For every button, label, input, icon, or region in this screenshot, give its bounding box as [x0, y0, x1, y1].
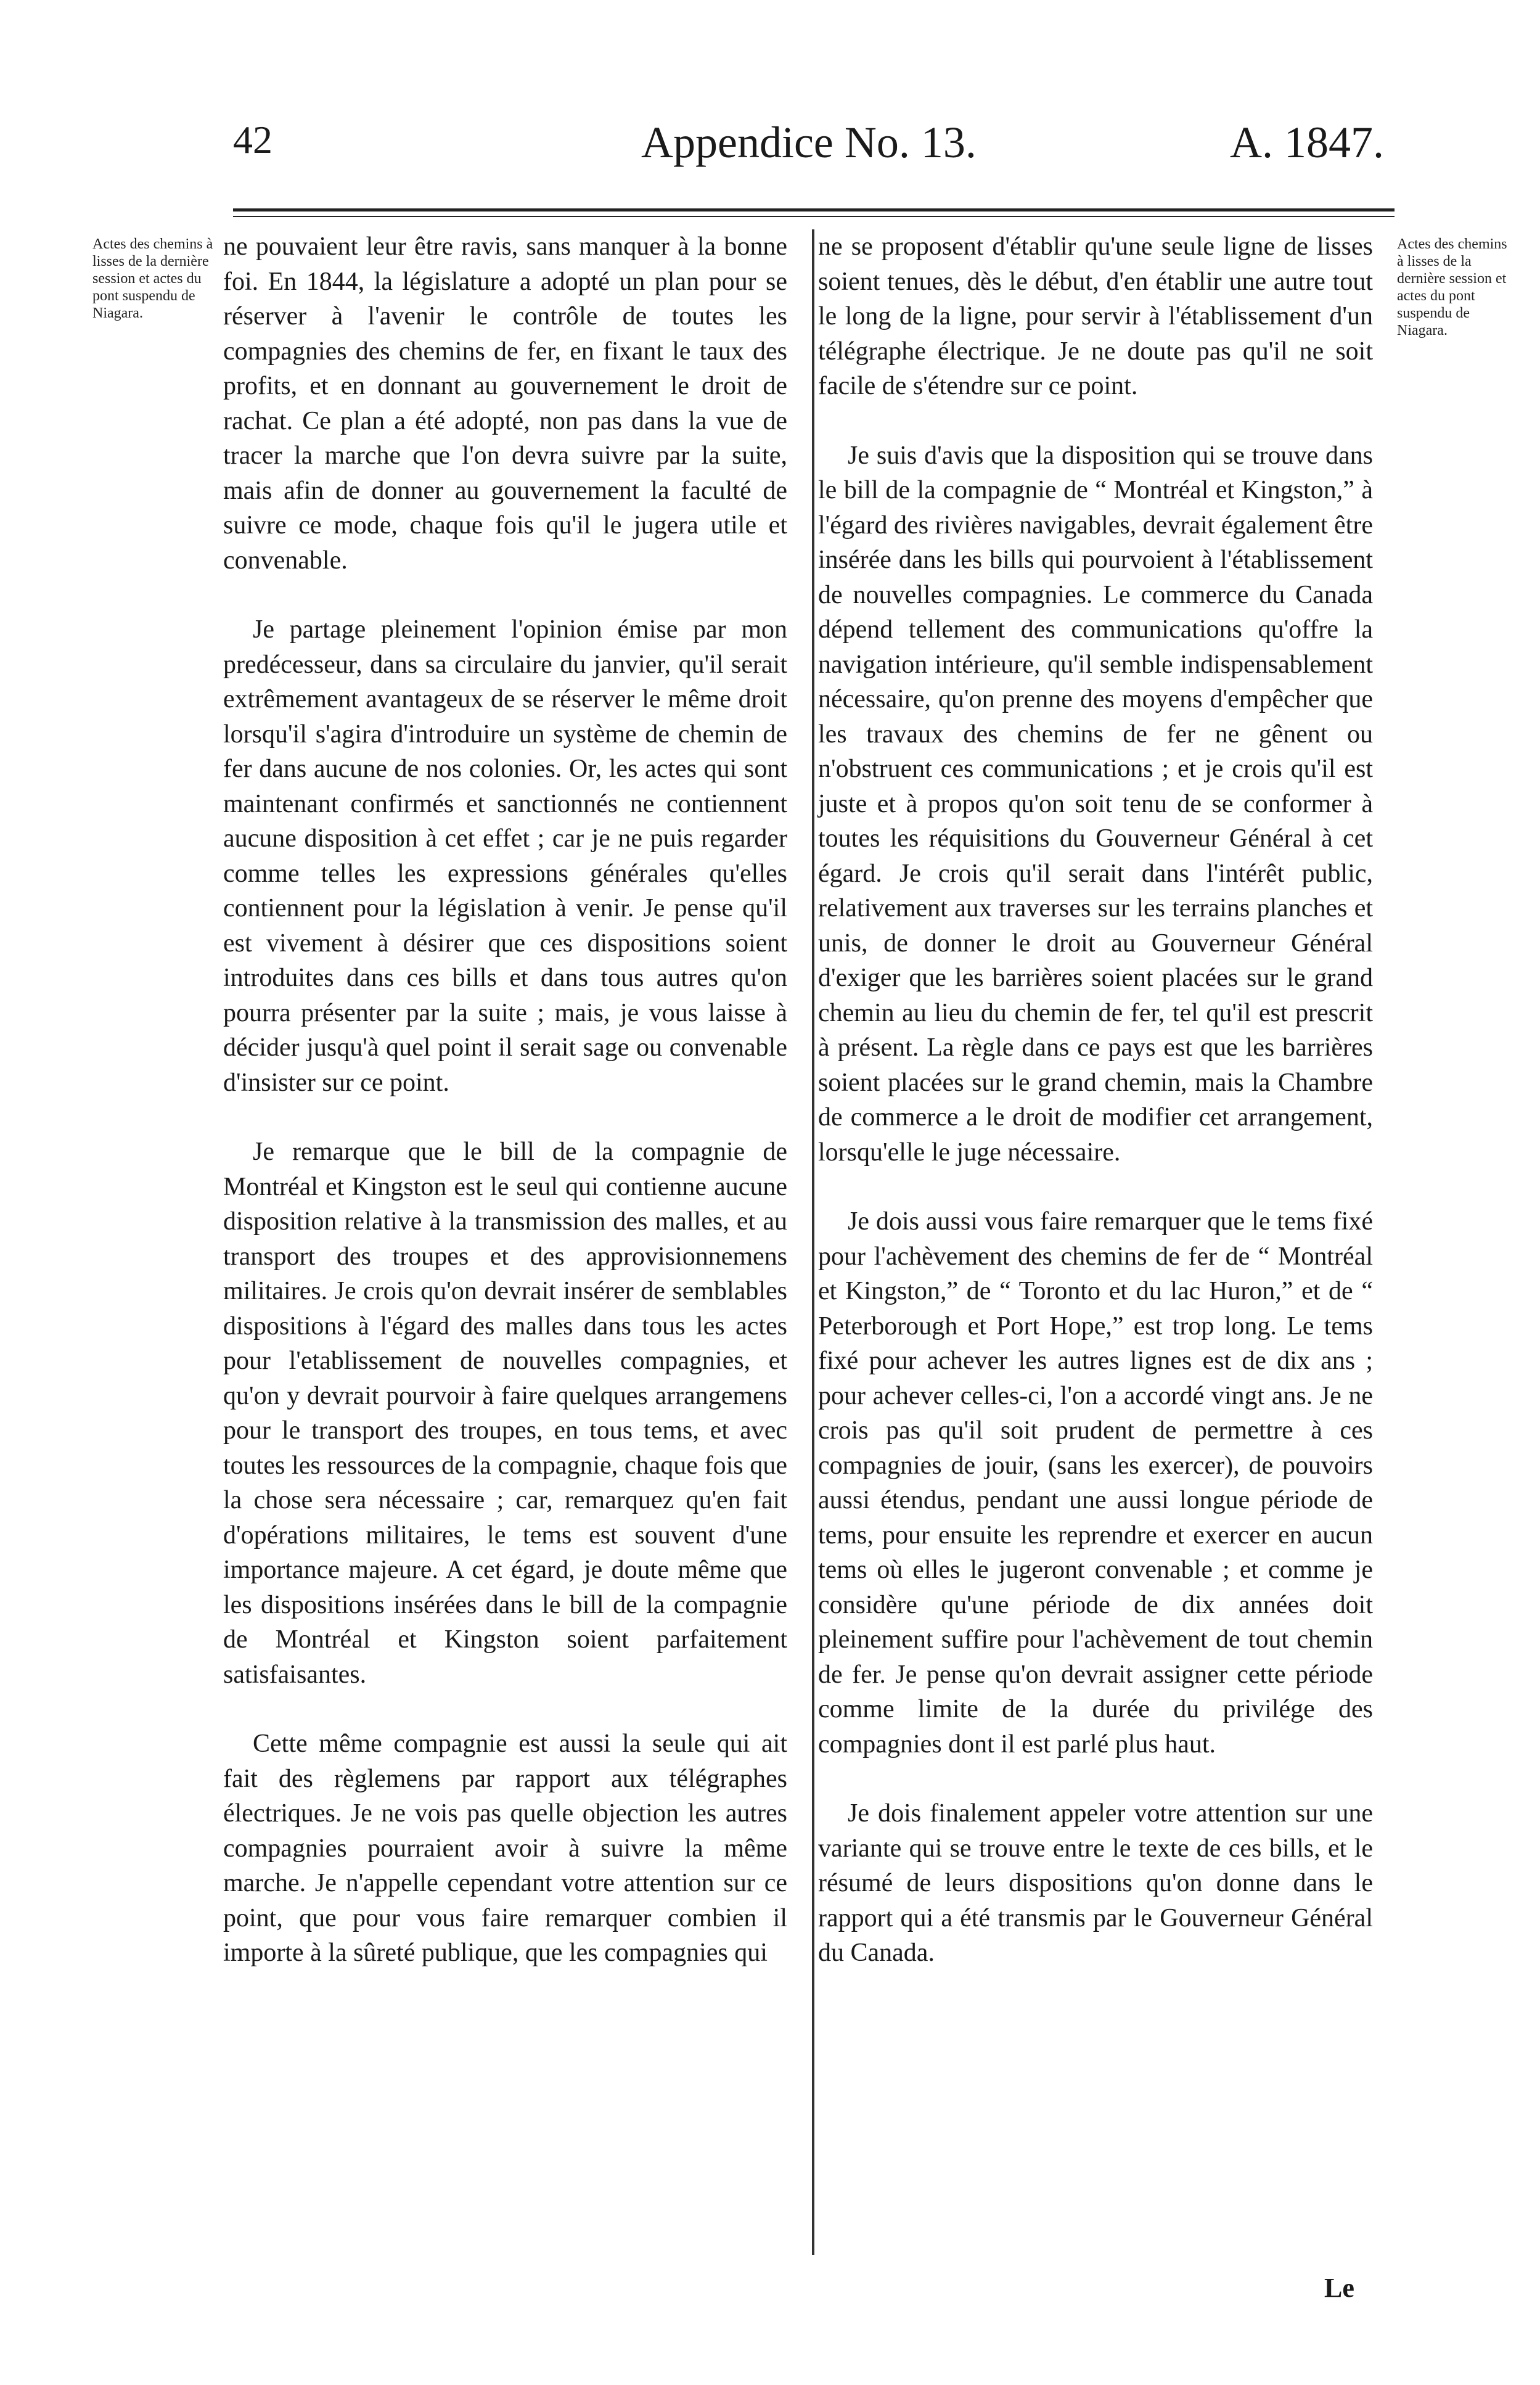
column-divider: [812, 229, 814, 2255]
paragraph: ne pouvaient leur être ravis, sans manquer à la bonne foi. En 1844, la législature a adopté un plan pour se réserver à l'avenir le contrôle de toutes les compagnies des chemins de fer, en fixant le taux des profits, et en donnant au gouvernement le droit de rachat. Ce plan a été adopté, non pas dans la vue de tracer la marche que l'on devra suivre par la suite, mais afin de donner au gouvernement la faculté de suivre ce mode, chaque fois qu'il le jugera utile et convenable.: [223, 232, 787, 575]
paragraph: Je partage pleinement l'opinion émise par mon predécesseur, dans sa circulaire du janvier, qu'il serait extrêmement avantageux de se réserver le même droit lorsqu'il s'agira d'introduire un système de chemin de fer dans aucune de nos colonies. Or, les actes qui sont maintenant confirmés et sanctionnés ne contiennent aucune disposition à cet effet ; car je ne puis regarder comme telles les expressions générales qu'elles contiennent pour la législation à venir. Je pense qu'il est vivement à désirer que ces dispositions soient introduites dans ces bills et dans tous autres qu'on pourra présenter par la suite ; mais, je vous laisse à décider jusqu'à quel point il serait sage ou convenable d'insister sur ce point.: [223, 615, 787, 1097]
paragraph: ne se proposent d'établir qu'une seule ligne de lisses soient tenues, dès le début, d'en établir une autre tout le long de la ligne, pour servir à l'établissement d'un télégraphe électrique. Je ne doute pas qu'il ne soit facile de s'étendre sur ce point.: [818, 232, 1373, 400]
running-title: Appendice No. 13.: [641, 118, 977, 167]
paragraph: Je remarque que le bill de la compagnie de Montréal et Kingston est le seul qui contienne aucune disposition relative à la transmission des malles, et au transport des troupes et des approvisionnemens militaires. Je crois qu'on devrait insérer de semblables dispositions à l'égard des malles dans tous les actes pour l'etablissement de nouvelles compagnies, et qu'on y devrait pourvoir à faire quelques arrangemens pour le transport des troupes, en tous tems, et avec toutes les ressources de la compagnie, chaque fois que la chose sera nécessaire ; car, remarquez qu'en fait d'opérations militaires, le tems est souvent d'une importance majeure. A cet égard, je doute même que les dispositions insérées dans le bill de la compagnie de Montréal et Kingston soient parfaitement satisfaisantes.: [223, 1138, 787, 1689]
catchword: Le: [1324, 2273, 1354, 2303]
year-label: A. 1847.: [1230, 118, 1384, 167]
paragraph: Je dois finalement appeler votre attention sur une variante qui se trouve entre le texte de ces bills, et le résumé de leurs dispositions qu'on donne dans le rapport qui a été transmis par le Gouverneur Général du Canada.: [818, 1799, 1373, 1967]
page-header: [0, 117, 1540, 185]
right-margin-note: Actes des chemins à lisses de la dernière session et actes du pont suspendu de Niagara.: [1397, 236, 1507, 339]
paragraph: Je suis d'avis que la disposition qui se trouve dans le bill de la compagnie de “ Montréal et Kingston,” à l'égard des rivières navigables, devrait également être insérée dans les bills qui pourvoient à l'établissement de nouvelles compagnies. Le commerce du Canada dépend tellement des communications qu'offre la navigation intérieure, qu'il semble indispensablement nécessaire, qu'on prenne des moyens d'empêcher que les travaux des chemins de fer ne gênent ou n'obstruent ces communications ; et je crois qu'il est juste et à propos qu'on soit tenu de se conformer à toutes les réquisitions du Gouverneur Général à cet égard. Je crois qu'il serait dans l'intérêt public, relativement aux traverses sur les terrains planches et unis, de donner le droit au Gouverneur Général d'exiger que les barrières soient placées sur le grand chemin au lieu du chemin de fer, tel qu'il est prescrit à présent. La règle dans ce pays est que les barrières soient placées sur le grand chemin, mais la Chambre de commerce a le droit de modifier cet arrangement, lorsqu'elle le juge nécessaire.: [818, 441, 1373, 1167]
paragraph: Cette même compagnie est aussi la seule qui ait fait des règlemens par rapport aux télégraphes électriques. Je ne vois pas quelle objection les autres compagnies pourraient avoir à suivre la même marche. Je n'appelle cependant votre attention sur ce point, que pour vous faire remarquer combien il importe à la sûreté publique, que les compagnies qui: [223, 1730, 787, 1967]
right-column: [818, 229, 1373, 1971]
header-rule-thin: [233, 216, 1395, 217]
left-margin-note: Actes des chemins à lisses de la dernière session et actes du pont suspendu de Niagara.: [92, 236, 213, 321]
left-column: [223, 229, 787, 1971]
paragraph: Je dois aussi vous faire remarquer que le tems fixé pour l'achèvement des chemins de fer de “ Montréal et Kingston,” de “ Toronto et du lac Huron,” et de “ Peterborough et Port Hope,” est trop long. Le tems fixé pour achever les autres lignes est de dix ans ; pour achever celles-ci, l'on a accordé vingt ans. Je ne crois pas qu'il soit prudent de permettre à ces compagnies de jouir, (sans les exercer), de pouvoirs aussi étendus, pendant une aussi longue période de tems, pour ensuite les reprendre et exercer en aucun tems où elles le jugeront convenable ; et comme je considère qu'une période de dix années doit pleinement suffire pour l'achèvement de tout chemin de fer. Je pense qu'on devrait assigner cette période comme limite de la durée du privilége des compagnies dont il est parlé plus haut.: [818, 1207, 1373, 1759]
page-number: 42: [233, 118, 272, 162]
header-rule-thick: [233, 208, 1395, 211]
